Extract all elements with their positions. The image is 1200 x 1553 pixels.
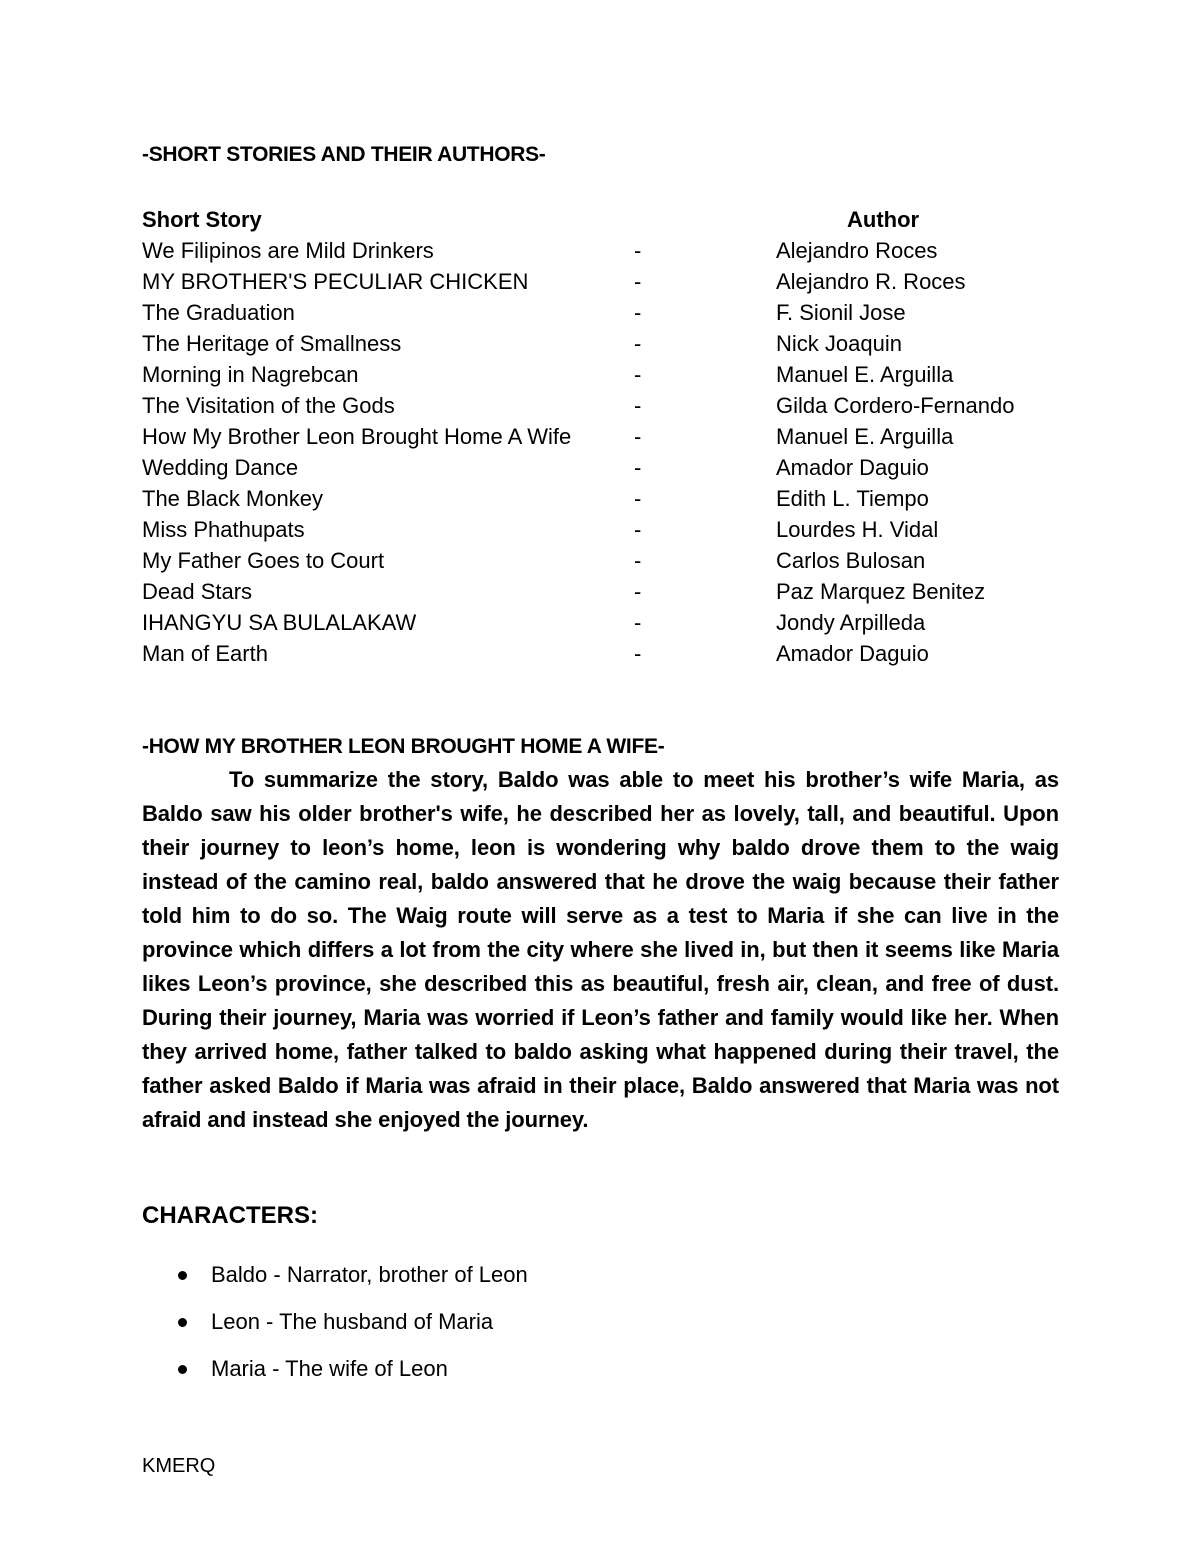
table-row	[142, 514, 1062, 545]
row-separator: -	[634, 269, 642, 294]
story-author: Jondy Arpilleda	[776, 610, 926, 635]
row-separator: -	[634, 579, 642, 604]
story-title: Morning in Nagrebcan	[142, 362, 359, 387]
row-separator: -	[634, 393, 642, 418]
table-row	[142, 576, 1062, 607]
table-row	[142, 297, 1062, 328]
table-row	[142, 638, 1062, 669]
character-text: Leon - The husband of Maria	[211, 1309, 494, 1334]
table-row	[142, 390, 1062, 421]
table-row	[142, 235, 1062, 266]
stories-table	[142, 204, 1062, 669]
story-title: Wedding Dance	[142, 455, 299, 480]
character-item	[142, 1305, 528, 1352]
row-separator: -	[634, 517, 642, 542]
section-heading-leon: -HOW MY BROTHER LEON BROUGHT HOME A WIFE-	[142, 735, 665, 758]
story-author: Manuel E. Arguilla	[776, 362, 954, 387]
table-row	[142, 452, 1062, 483]
story-summary: To summarize the story, Baldo was able to meet his brother’s wife Maria, as Baldo saw his older brother's wife, he described her as lovely, tall, and beautiful. Upon their journey to leon’s home, leon is wondering why baldo drove them to the waig instead of the camino real, baldo answered that he drove the waig because their father told him to do so. The Waig route will serve as a test to Maria if she can live in the province which differs a lot from the city where she lived in, but then it seems like Maria likes Leon’s province, she described this as beautiful, fresh air, clean, and free of dust. During their journey, Maria was worried if Leon’s father and family would like her. When they arrived home, father talked to baldo asking what happened during their travel, the father asked Baldo if Maria was afraid in their place, Baldo answered that Maria was not afraid and instead she enjoyed the journey.	[142, 767, 1059, 1132]
story-author: Alejandro Roces	[776, 238, 938, 263]
footer-initials: KMERQ	[142, 1455, 216, 1477]
story-author: Carlos Bulosan	[776, 548, 926, 573]
character-item	[142, 1258, 528, 1305]
story-author: Lourdes H. Vidal	[776, 517, 939, 542]
table-row	[142, 483, 1062, 514]
table-row	[142, 545, 1062, 576]
row-separator: -	[634, 455, 642, 480]
story-title: Miss Phathupats	[142, 517, 305, 542]
story-title: The Graduation	[142, 300, 295, 325]
story-title: We Filipinos are Mild Drinkers	[142, 238, 434, 263]
story-title: MY BROTHER'S PECULIAR CHICKEN	[142, 269, 529, 294]
story-author: Paz Marquez Benitez	[776, 579, 986, 604]
story-author: Manuel E. Arguilla	[776, 424, 954, 449]
character-item	[142, 1352, 528, 1399]
row-separator: -	[634, 486, 642, 511]
row-separator: -	[634, 424, 642, 449]
story-title: Dead Stars	[142, 579, 253, 604]
bullet-icon	[178, 1365, 187, 1374]
character-text: Baldo - Narrator, brother of Leon	[211, 1262, 528, 1287]
row-separator: -	[634, 300, 642, 325]
section-heading-stories: -SHORT STORIES AND THEIR AUTHORS-	[142, 143, 546, 166]
table-row	[142, 328, 1062, 359]
table-row	[142, 607, 1062, 638]
story-author: Alejandro R. Roces	[776, 269, 966, 294]
row-separator: -	[634, 362, 642, 387]
story-title: The Visitation of the Gods	[142, 393, 395, 418]
characters-list	[142, 1258, 528, 1399]
story-author: Amador Daguio	[776, 455, 929, 480]
story-author: Nick Joaquin	[776, 331, 902, 356]
story-title: How My Brother Leon Brought Home A Wife	[142, 424, 572, 449]
row-separator: -	[634, 331, 642, 356]
header-author: Author	[847, 207, 920, 232]
characters-heading: CHARACTERS:	[142, 1202, 318, 1229]
table-header	[142, 204, 1062, 235]
character-text: Maria - The wife of Leon	[211, 1356, 448, 1381]
bullet-icon	[178, 1271, 187, 1280]
story-title: Man of Earth	[142, 641, 268, 666]
story-author: Gilda Cordero-Fernando	[776, 393, 1015, 418]
bullet-icon	[178, 1318, 187, 1327]
row-separator: -	[634, 238, 642, 263]
row-separator: -	[634, 548, 642, 573]
story-title: The Heritage of Smallness	[142, 331, 402, 356]
story-title: IHANGYU SA BULALAKAW	[142, 610, 417, 635]
table-row	[142, 421, 1062, 452]
story-author: F. Sionil Jose	[776, 300, 906, 325]
header-short-story: Short Story	[142, 207, 262, 232]
row-separator: -	[634, 641, 642, 666]
story-title: The Black Monkey	[142, 486, 323, 511]
table-row	[142, 359, 1062, 390]
story-title: My Father Goes to Court	[142, 548, 385, 573]
row-separator: -	[634, 610, 642, 635]
table-row	[142, 266, 1062, 297]
story-author: Edith L. Tiempo	[776, 486, 929, 511]
story-author: Amador Daguio	[776, 641, 929, 666]
table-body	[142, 235, 1062, 669]
